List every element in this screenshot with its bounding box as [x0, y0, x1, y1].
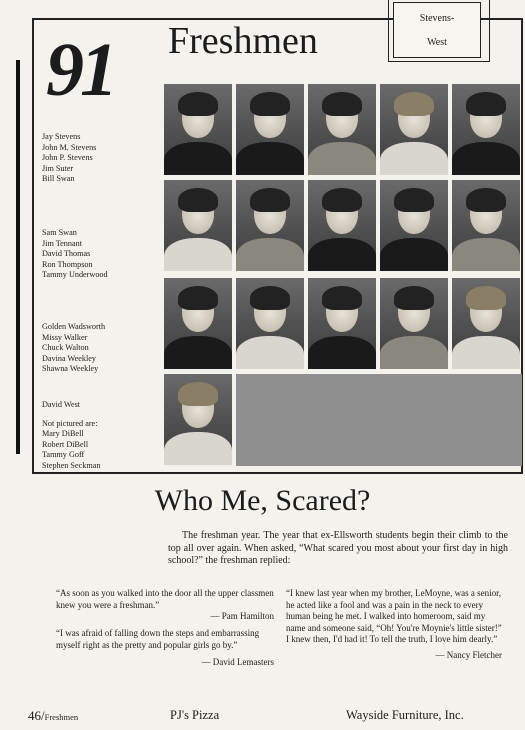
name-group-row-1 [42, 132, 96, 185]
portrait-photo [308, 180, 376, 271]
portrait-photo [380, 180, 448, 271]
portrait-photo [452, 278, 520, 369]
footer-ad: PJ's Pizza [170, 708, 220, 722]
quote-block [56, 588, 274, 623]
name-group-row-4 [42, 400, 100, 471]
student-name: Jim Tennant [42, 238, 82, 248]
student-name: John P. Stevens [42, 153, 93, 162]
student-name: Jay Stevens [42, 132, 81, 141]
portrait-photo [236, 180, 304, 271]
not-pictured-name: Stephen Seckman [42, 460, 101, 470]
portrait-photo [164, 374, 232, 465]
not-pictured-name: Tammy Goff [42, 450, 85, 459]
not-pictured-heading: Not pictured are: [42, 418, 98, 428]
portrait-photo [308, 84, 376, 175]
quote-author: — Pam Hamilton [210, 611, 274, 621]
name-group-row-2 [42, 228, 108, 281]
student-name: David Thomas [42, 249, 91, 258]
student-name: Missy Walker [42, 332, 88, 342]
student-name: Tammy Underwood [42, 270, 108, 279]
portrait-photo [452, 180, 520, 271]
portrait-photo [452, 84, 520, 175]
footer-page-number: 46 [28, 708, 41, 723]
student-name: Davina Weekley [42, 353, 96, 363]
student-name: Bill Swan [42, 174, 75, 183]
quote-author: — Nancy Fletcher [435, 649, 502, 660]
footer-ad: Wayside Furniture, Inc. [346, 708, 464, 722]
name-group-row-3 [42, 322, 105, 375]
portrait-photo [380, 84, 448, 175]
student-name: Ron Thompson [42, 259, 93, 269]
student-name: Golden Wadsworth [42, 322, 106, 331]
portrait-photo [164, 278, 232, 369]
quote-block [286, 588, 502, 661]
section-tab [393, 2, 481, 58]
student-name: Shawna Weekley [42, 364, 99, 373]
student-name: John M. Stevens [42, 142, 97, 152]
section-title: Freshmen [168, 20, 318, 62]
student-name: David West [42, 400, 81, 409]
portrait-photo [308, 278, 376, 369]
footer-section: Freshmen [44, 712, 79, 722]
empty-photo-panel [236, 374, 522, 466]
not-pictured-name: Robert DiBell [42, 439, 89, 449]
portrait-photo [164, 180, 232, 271]
footer-page-label: 46/Freshmen [28, 708, 79, 723]
quote-block [56, 628, 274, 669]
portrait-photo [236, 278, 304, 369]
student-name: Chuck Walton [42, 343, 89, 352]
quote-author: — David Lemasters [201, 657, 274, 667]
not-pictured-name: Mary DiBell [42, 429, 84, 438]
portrait-photo [164, 84, 232, 175]
portrait-photo [236, 84, 304, 175]
quote-text: “I knew last year when my brother, LeMoyne, was a senior, he acted like a fool and was a pain in the neck to every human being he met. I walked into homeroom, said my name and someone said, “Oh! You're Moynie's little sister!” I knew then, I'd had it! To tell the truth, I love him dearly.” [286, 588, 502, 644]
student-name: Jim Suter [42, 163, 74, 173]
left-margin-rule [16, 60, 20, 454]
tab-line-2: West [427, 37, 447, 48]
tab-line-1: Stevens- [419, 13, 455, 24]
student-name: Sam Swan [42, 228, 77, 237]
portrait-photo [380, 278, 448, 369]
quote-text: “As soon as you walked into the door all the upper classmen knew you were a freshman.” [56, 588, 274, 610]
article-intro: The freshman year. The year that ex-Ellsworth students begin their climb to the top all over again. When asked, “What scared you most about your first day in high school?” the freshman replied: [168, 530, 508, 566]
article-headline: Who Me, Scared? [154, 484, 371, 517]
quote-text: “I was afraid of falling down the steps and embarrassing myself right as the pretty and popular girls go by.” [56, 628, 260, 650]
large-page-number: 91 [46, 28, 114, 112]
